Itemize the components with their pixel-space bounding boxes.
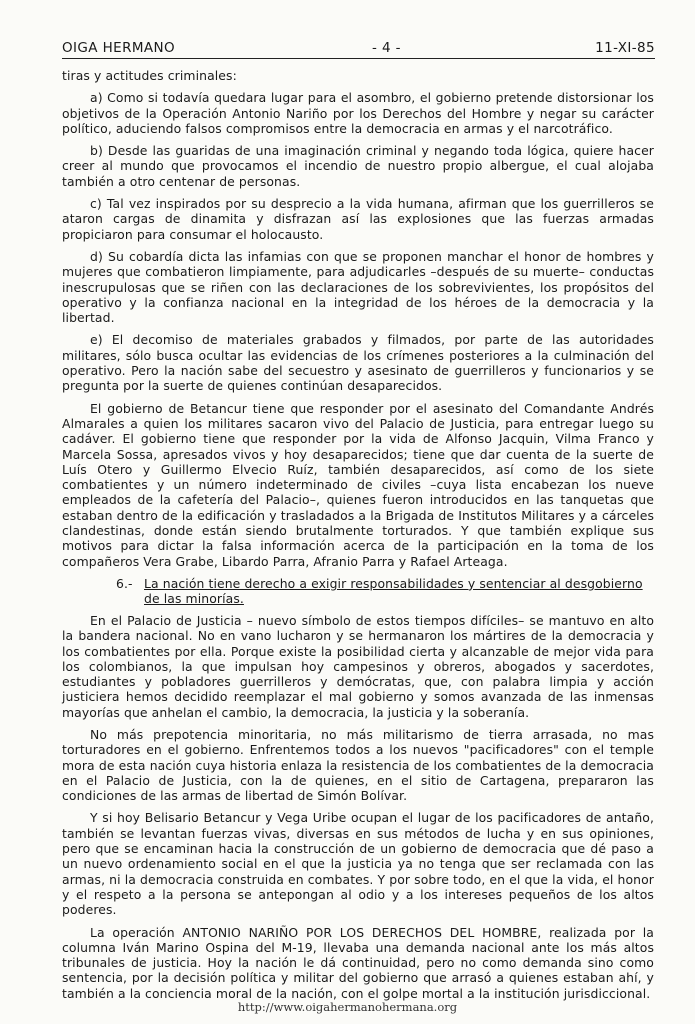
paragraph-belisario: Y si hoy Belisario Betancur y Vega Uribe ocupan el lugar de los pacificadores de antaño, también se levantan fuerzas vivas, diversas en sus métodos de lucha y en sus opiniones, pero que se encaminan hacia la construcción de un gobierno de democracia que dé paso a un nuevo ordenamiento social en el que la justicia ya no tenga que ser reclamada con las armas, ni la democracia construida en combates. Y por sobre todo, en el que la vida, el honor y el respeto a la persona se antepongan al odio y a los intereses pequeños de los altos poderes. (62, 810, 654, 918)
header-rule (62, 58, 655, 59)
footer-url[interactable]: http://www.oigahermanohermana.org (237, 1000, 458, 1014)
paragraph-intro: tiras y actitudes criminales: (62, 68, 237, 83)
page-header (62, 40, 655, 60)
paragraph-c: c) Tal vez inspirados por su desprecio a la vida humana, afirman que los guerrilleros se ataron cargas de dinamita y disfrazan así las explosiones que las fuerzas armadas propiciaron para consumar el holocausto. (62, 196, 654, 242)
paragraph-a: a) Como si todavía quedara lugar para el asombro, el gobierno pretende distorsionar los objetivos de la Operación Antonio Nariño por los Derechos del Hombre y negar su carácter político, aduciendo falsos compromisos entre la democracia en armas y el narcotráfico. (62, 90, 654, 136)
paragraph-betancur: El gobierno de Betancur tiene que responder por el asesinato del Comandante Andrés Almarales a quien los militares sacaron vivo del Palacio de Justicia, para entregar luego su cadáver. El gobierno tiene que responder por la vida de Alfonso Jacquin, Vilma Franco y Marcela Sossa, apresados vivos y hoy desaparecidos; tiene que dar cuenta de la suerte de Luís Otero y Guillermo Elvecio Ruíz, también desaparecidos, así como de los siete combatientes y un número indeterminado de civiles –cuya lista encabezan los nueve empleados de la cafetería del Palacio–, quienes fueron introducidos en las tanquetas que estaban dentro de la edificación y trasladados a la Brigada de Institutos Militares y a cárceles clandestinas, donde están siendo brutalmente torturados. Y que también explique sus motivos para dictar la falsa información acerca de la participación en la toma de los compañeros Vera Grabe, Libardo Parra, Afranio Parra y Rafael Arteaga. (62, 400, 654, 569)
section-number: 6.- (116, 575, 133, 591)
paragraph-b: b) Desde las guaridas de una imaginación criminal y negando toda lógica, quiere hacer creer al mundo que provocamos el incendio de nuestro propio albergue, el cual alojaba también a otro centenar de personas. (62, 143, 654, 189)
paragraph-palacio: En el Palacio de Justicia – nuevo símbolo de estos tiempos difíciles– se mantuvo en alto la bandera nacional. No en vano lucharon y se hermanaron los mártires de la democracia y los combatientes por ella. Porque existe la posibilidad cierta y alcanzable de mejor vida para los colombianos, la que impulsan hoy campesinos y obreros, abogados y sacerdotes, estudiantes y pobladores guerrilleros y demócratas, que, con palabra limpia y acción justiciera hemos decidido reemplazar el mal gobierno y somos avanzada de las inmensas mayorías que anhelan el cambio, la democracia, la justicia y la soberanía. (62, 612, 654, 720)
paragraph-e: e) El decomiso de materiales grabados y filmados, por parte de las autoridades militares, sólo busca ocultar las evidencias de los crímenes posteriores a la culminación del operativo. Pero la nación sabe del secuestro y asesinato de guerrilleros y funcionarios y se pregunta por la suerte de quienes continúan desaparecidos. (62, 332, 654, 394)
paragraph-operacion: La operación ANTONIO NARIÑO POR LOS DERECHOS DEL HOMBRE, realizada por la columna Iván Marino Ospina del M-19, llevaba una demanda nacional ante los más altos tribunales de justicia. Hoy la nación le dá continuidad, pero no como demanda sino como sentencia, por la decisión política y militar del gobierno que arrasó a quienes estaban ahí, y también a la conciencia moral de la nación, con el golpe mortal a la institución jurisdiccional. (62, 924, 654, 1001)
section-heading-6 (116, 576, 654, 606)
page-number: - 4 - (372, 40, 401, 56)
paragraph-d: d) Su cobardía dicta las infamias con que se proponen manchar el honor de hombres y mujeres que combatieron limpiamente, para adjudicarles –después de su muerte– conductas inescrupulosas que se riñen con las declaraciones de los sobrevivientes, los propósitos del operativo y la confianza nacional en la integridad de los héroes de la democracia y la libertad. (62, 248, 654, 326)
paragraph-prepotencia: No más prepotencia minoritaria, no más militarismo de tierra arrasada, no mas torturadores en el gobierno. Enfrentemos todos a los nuevos "pacificadores" con el temple mora de esta nación cuya historia enlaza la resistencia de los combatientes de la democracia en el Palacio de Justicia, con la de quienes, en el sitio de Cartagena, prepararon las condiciones de las armas de libertad de Simón Bolívar. (62, 726, 654, 804)
document-body (62, 68, 654, 1008)
issue-date: 11-XI-85 (595, 40, 655, 56)
section-title: La nación tiene derecho a exigir responsabilidades y sentenciar al desgobierno de las minorías. (144, 575, 643, 606)
publication-title: OIGA HERMANO (62, 40, 176, 56)
